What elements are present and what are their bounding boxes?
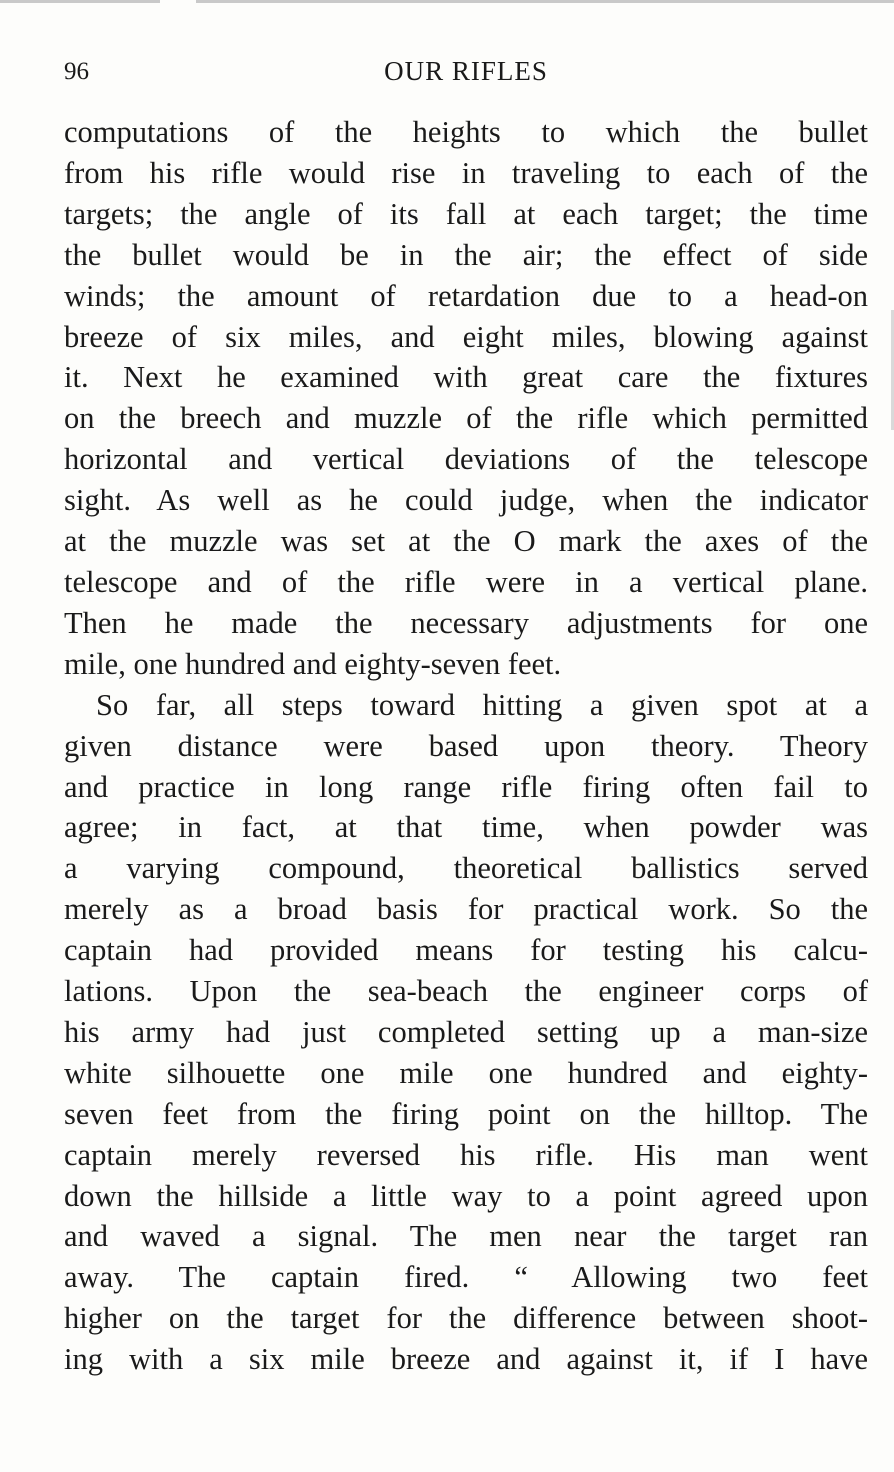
text-line: computations of the heights to which the bullet xyxy=(64,115,868,149)
text-line: his army had just completed setting up a man-size xyxy=(64,1014,868,1049)
text-line: merely as a broad basis for practical work. So the xyxy=(64,892,868,927)
text-line: higher on the target for the difference between shoot- xyxy=(64,1301,868,1336)
text-line: from his rifle would rise in traveling to each of the xyxy=(64,155,868,190)
top-edge-rule xyxy=(196,0,894,3)
text-line: down the hillside a little way to a point agreed upon xyxy=(64,1178,868,1213)
text-line: white silhouette one mile one hundred and eighty- xyxy=(64,1055,868,1090)
text-line: targets; the angle of its fall at each target; the time xyxy=(64,196,868,231)
top-edge-rule xyxy=(0,0,160,3)
text-line: horizontal and vertical deviations of the telescope xyxy=(64,442,868,477)
text-line: seven feet from the firing point on the hilltop. The xyxy=(64,1096,868,1131)
text-line: on the breech and muzzle of the rifle which permitted xyxy=(64,401,868,436)
text-line: telescope and of the rifle were in a vertical plane. xyxy=(64,564,868,599)
running-title: OUR RIFLES xyxy=(384,56,548,86)
text-line: the bullet would be in the air; the effect of side xyxy=(64,237,868,272)
page-number: 96 xyxy=(64,58,89,85)
text-line: winds; the amount of retardation due to a head-on xyxy=(64,278,868,313)
text-line: a varying compound, theoretical ballistics served xyxy=(64,851,868,886)
text-line: lations. Upon the sea-beach the engineer corps of xyxy=(64,974,868,1009)
running-head xyxy=(64,52,868,92)
text-line: breeze of six miles, and eight miles, blowing against xyxy=(64,319,868,354)
text-line: captain had provided means for testing his calcu- xyxy=(64,933,868,968)
paragraph-1 xyxy=(64,112,868,685)
text-line: mile, one hundred and eighty-seven feet. xyxy=(64,646,562,681)
text-line: and practice in long range rifle firing often fail to xyxy=(64,769,868,804)
text-line: it. Next he examined with great care the fixtures xyxy=(64,360,868,395)
body-text xyxy=(64,112,868,1380)
text-line: and waved a signal. The men near the target ran xyxy=(64,1219,868,1254)
text-line: ing with a six mile breeze and against it, if I have xyxy=(64,1342,868,1377)
book-page xyxy=(64,52,868,1380)
text-line: away. The captain fired. “ Allowing two feet xyxy=(64,1260,868,1295)
text-line: sight. As well as he could judge, when the indicator xyxy=(64,483,868,518)
text-line: agree; in fact, at that time, when powder was xyxy=(64,810,868,845)
text-line: So far, all steps toward hitting a given spot at a xyxy=(96,687,868,722)
text-line: captain merely reversed his rifle. His man went xyxy=(64,1137,868,1172)
text-line: given distance were based upon theory. Theory xyxy=(64,728,868,763)
text-line: at the muzzle was set at the O mark the axes of the xyxy=(64,524,868,559)
text-line: Then he made the necessary adjustments for one xyxy=(64,605,868,640)
paragraph-2 xyxy=(64,685,868,1380)
